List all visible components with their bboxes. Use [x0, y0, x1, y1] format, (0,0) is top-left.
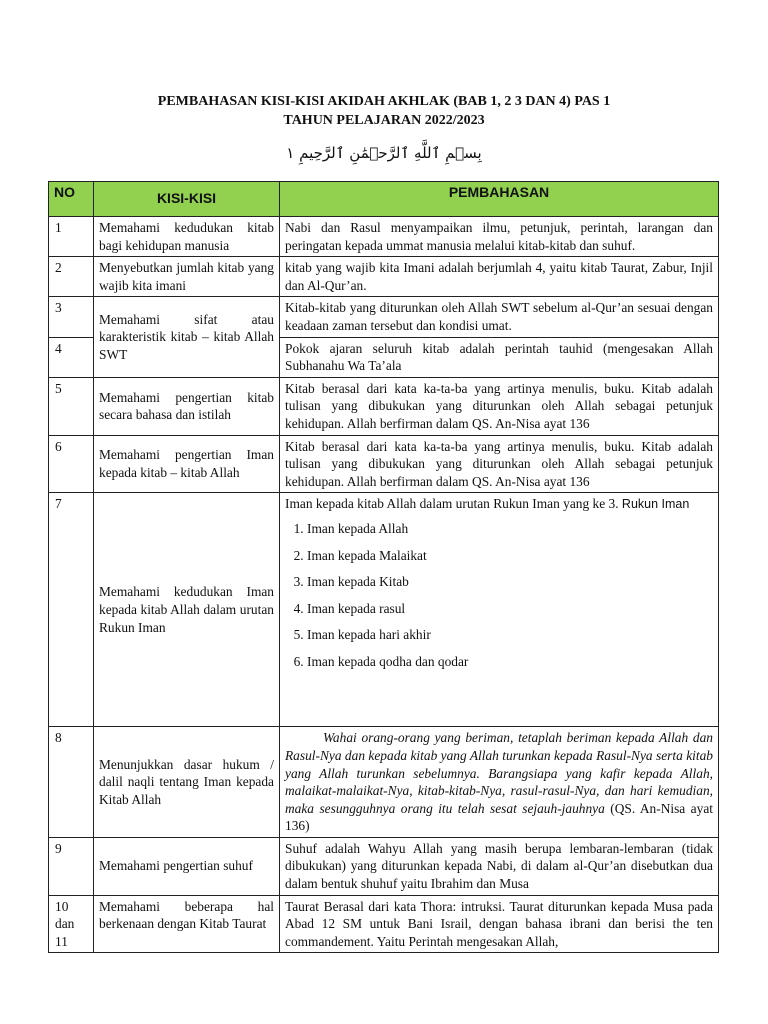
table-row [49, 493, 719, 727]
table-row [49, 377, 719, 435]
row-number: 7 [49, 493, 94, 727]
header-pembahasan: PEMBAHASAN [280, 182, 719, 217]
row-number: 3 [49, 297, 94, 337]
list-item: 5. Iman kepada hari akhir [307, 626, 713, 644]
row-kisi: Memahami kedudukan kitab bagi kehidupan manusia [94, 217, 280, 257]
row-pembahasan: Kitab-kitab yang diturunkan oleh Allah SWT sebelum al-Qur’an sesuai dengan keadaan zaman tersebut dan kondisi umat. [280, 297, 719, 337]
table-row [49, 837, 719, 895]
row-pembahasan: kitab yang wajib kita Imani adalah berjumlah 4, yaitu kitab Taurat, Zabur, Injil dan Al-Qur’an. [280, 257, 719, 297]
table-row [49, 297, 719, 337]
row-pembahasan [280, 727, 719, 838]
row-number: 8 [49, 727, 94, 838]
row-pembahasan [280, 493, 719, 727]
row-kisi: Memahami sifat atau karakteristik kitab – kitab Allah SWT [94, 297, 280, 377]
row-number: 2 [49, 257, 94, 297]
row-kisi: Menunjukkan dasar hukum / dalil naqli tentang Iman kepada Kitab Allah [94, 727, 280, 838]
kisi-kisi-table [48, 181, 719, 953]
row-pembahasan: Pokok ajaran seluruh kitab adalah perintah tauhid (mengesakan Allah Subhanahu Wa Ta’ala [280, 337, 719, 377]
table-row [49, 257, 719, 297]
row-kisi: Memahami kedudukan Iman kepada kitab Allah dalam urutan Rukun Iman [94, 493, 280, 727]
row-pembahasan: Kitab berasal dari kata ka-ta-ba yang artinya menulis, buku. Kitab adalah tulisan yang dibukukan yang diturunkan oleh Allah sebagai petunjuk kehidupan. Allah berfirman dalam QS. An-Nisa ayat 136 [280, 435, 719, 493]
dalil-reference: (QS. An-Nisa ayat 136) [285, 800, 713, 834]
basmala-text: بِسۡمِ ٱللَّهِ ٱلرَّحۡمَٰنِ ٱلرَّحِيمِ ١ [286, 144, 482, 162]
dalil-naqli-quote: Wahai orang-orang yang beriman, tetaplah beriman kepada Allah dan Rasul-Nya dan kepada kitab yang Allah turunkan kepada Rasul-Nya serta kitab yang Allah turunkan sebelumnya. Barangsiapa yang kafir kepada Allah, malaikat-malaikat-Nya, kitab-kitab-Nya, rasul-rasul-Nya, dan hari kemudian, maka sesungguhnya orang itu telah sesat sejauh-jauhnya [285, 730, 713, 816]
header-kisi-kisi: KISI-KISI [94, 182, 280, 217]
list-item: 1. Iman kepada Allah [307, 520, 713, 538]
document-title: PEMBAHASAN KISI-KISI AKIDAH AKHLAK (BAB 1, 2 3 DAN 4) PAS 1 [157, 94, 611, 109]
row-number: 10 dan 11 [49, 895, 94, 953]
rukun-iman-list [285, 520, 713, 671]
table-row [49, 895, 719, 953]
list-item: 6. Iman kepada qodha dan qodar [307, 653, 713, 671]
row-kisi: Menyebutkan jumlah kitab yang wajib kita imani [94, 257, 280, 297]
list-item: 2. Iman kepada Malaikat [307, 547, 713, 565]
row-number: 6 [49, 435, 94, 493]
row-kisi: Memahami pengertian kitab secara bahasa dan istilah [94, 377, 280, 435]
table-row [49, 727, 719, 838]
document-subtitle: TAHUN PELAJARAN 2022/2023 [283, 113, 485, 128]
row-number: 9 [49, 837, 94, 895]
row-kisi: Memahami beberapa hal berkenaan dengan Kitab Taurat [94, 895, 280, 953]
row-pembahasan: Nabi dan Rasul menyampaikan ilmu, petunjuk, perintah, larangan dan peringatan kepada ummat manusia melalui kitab-kitab dan suhuf. [280, 217, 719, 257]
table-header-row [49, 182, 719, 217]
table-row [49, 435, 719, 493]
row-number: 4 [49, 337, 94, 377]
list-item: 4. Iman kepada rasul [307, 600, 713, 618]
row-pembahasan: Taurat Berasal dari kata Thora: intruksi. Taurat diturunkan kepada Musa pada Abad 12 SM untuk Bani Israil, dengan bahasa ibrani dan berisi the ten commandement. Yaitu Perintah mengesakan Allah, [280, 895, 719, 953]
list-item: 3. Iman kepada Kitab [307, 573, 713, 591]
row-kisi: Memahami pengertian Iman kepada kitab – kitab Allah [94, 435, 280, 493]
row-kisi: Memahami pengertian suhuf [94, 837, 280, 895]
header-no: NO [49, 182, 94, 217]
row-pembahasan: Suhuf adalah Wahyu Allah yang masih berupa lembaran-lembaran (tidak dibukukan) yang diturunkan kepada Nabi, di dalam al-Qur’an disebutkan dua dalam bentuk shuhuf yaitu Ibrahim dan Musa [280, 837, 719, 895]
row-number: 1 [49, 217, 94, 257]
row-number: 5 [49, 377, 94, 435]
table-row [49, 217, 719, 257]
rukun-iman-intro: Iman kepada kitab Allah dalam urutan Rukun Iman yang ke 3. [285, 496, 619, 512]
rukun-iman-label: Rukun Iman [621, 497, 690, 512]
row-pembahasan: Kitab berasal dari kata ka-ta-ba yang artinya menulis, buku. Kitab adalah tulisan yang dibukukan yang diturunkan oleh Allah sebagai petunjuk kehidupan. Allah berfirman dalam QS. An-Nisa ayat 136 [280, 377, 719, 435]
